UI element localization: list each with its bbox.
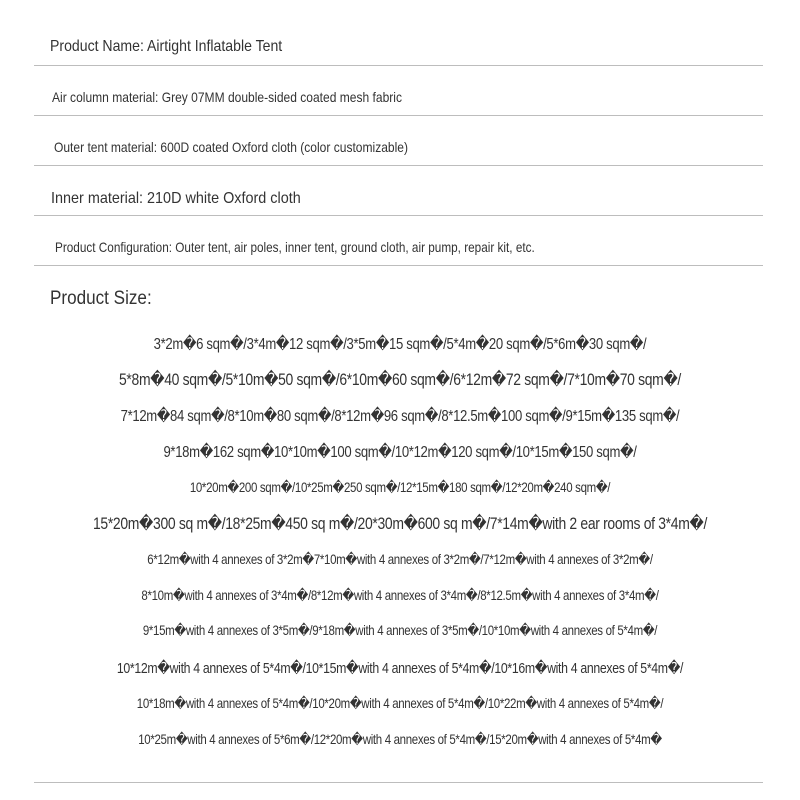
air-column-text: Air column material: Grey 07MM double-sided coated mesh fabric [52, 89, 402, 105]
size-line-5: 10*20m�200 sqm�/10*25m�250 sqm�/12*15m�180 sqm�/12*20m�240 sqm�/ [189, 479, 611, 495]
inner-material-text: Inner material: 210D white Oxford cloth [51, 190, 301, 207]
spec-row-configuration [34, 234, 763, 266]
size-line-7: 6*12m�with 4 annexes of 3*2m�7*10m�with 4 annexes of 3*2m�/7*12m�with 4 annexes of 3*2m�/ [147, 551, 653, 567]
size-line-8: 8*10m�with 4 annexes of 3*4m�/8*12m�with 4 annexes of 3*4m�/8*12.5m�with 4 annexes of 3*4m�/ [141, 587, 659, 603]
size-line-3: 7*12m�84 sqm�/8*10m�80 sqm�/8*12m�96 sqm�/8*12.5m�100 sqm�/9*15m�135 sqm�/ [120, 408, 680, 425]
size-line-6: 15*20m�300 sq m�/18*25m�450 sq m�/20*30m�600 sq m�/7*14m�with 2 ear rooms of 3*4m�/ [92, 514, 708, 533]
spec-row-air-column [34, 82, 763, 116]
size-line-9: 9*15m�with 4 annexes of 3*5m�/9*18m�with 4 annexes of 3*5m�/10*10m�with 4 annexes of 5*4m�/ [142, 622, 658, 638]
size-line-11: 10*18m�with 4 annexes of 5*4m�/10*20m�with 4 annexes of 5*4m�/10*22m�with 4 annexes of 5*4m�/ [136, 695, 664, 711]
size-line-4: 9*18m�162 sqm�10*10m�100 sqm�/10*12m�120 sqm�/10*15m�150 sqm�/ [163, 444, 637, 461]
size-line-2: 5*8m�40 sqm�/5*10m�50 sqm�/6*10m�60 sqm�/6*12m�72 sqm�/7*10m�70 sqm�/ [119, 370, 681, 389]
spec-row-outer-tent [34, 133, 763, 166]
spec-row-product-name [34, 30, 763, 66]
product-name-text: Product Name: Airtight Inflatable Tent [50, 38, 283, 55]
configuration-text: Product Configuration: Outer tent, air poles, inner tent, ground cloth, air pump, repair kit, etc. [55, 239, 535, 255]
size-line-12: 10*25m�with 4 annexes of 5*6m�/12*20m�with 4 annexes of 5*4m�/15*20m�with 4 annexes of 5*4m� [138, 731, 662, 747]
spec-row-inner [34, 184, 763, 216]
size-line-1: 3*2m�6 sqm�/3*4m�12 sqm�/3*5m�15 sqm�/5*4m�20 sqm�/5*6m�30 sqm�/ [153, 336, 647, 353]
bottom-divider [34, 782, 763, 783]
size-line-10: 10*12m�with 4 annexes of 5*4m�/10*15m�with 4 annexes of 5*4m�/10*16m�with 4 annexes of 5*4m�/ [116, 660, 684, 677]
product-size-title: Product Size: [50, 288, 152, 309]
outer-tent-text: Outer tent material: 600D coated Oxford cloth (color customizable) [54, 139, 409, 155]
